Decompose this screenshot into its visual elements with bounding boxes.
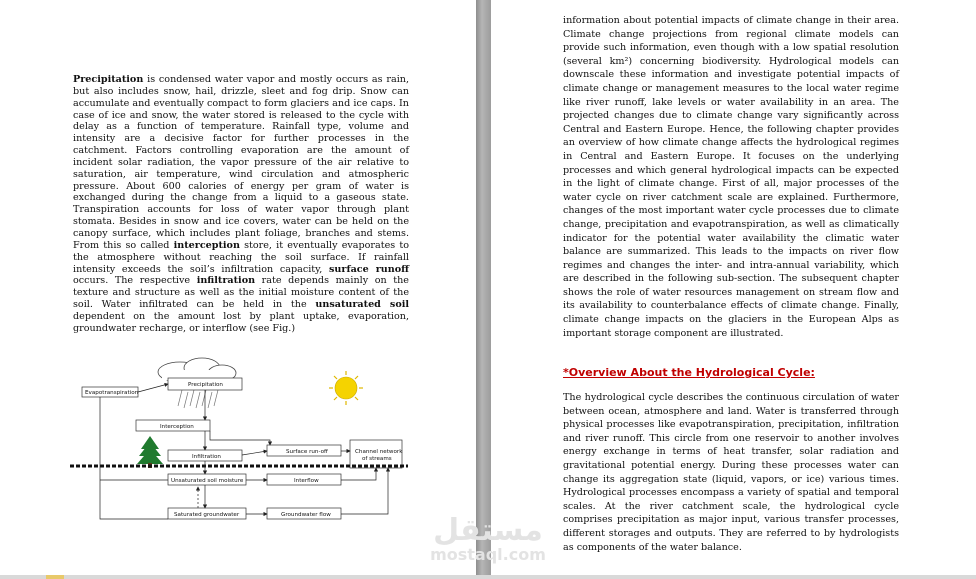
climate-change-paragraph: information about potential impacts of climate change in their area. Climate change projections from regional climate models can provide such information, even though with a low spatial resolution (several km²) concerning biodiversity. Hydrological models can downscale these information and investigate potential impacts of climate change or management measures to the local water regime like river runoff, lake levels or water availability in an area. The projected changes due to climate change vary significantly across Central and Eastern Europe. Hence, the following chapter provides an overview of how climate change affects the hydrological regimes in Central and Eastern Europe. It focuses on the underlying processes and which general hydrological impacts can be expected in the light of climate change. First of all, major processes of the water cycle on river catchment scale are explained. Furthermore, changes of the most important water cycle processes due to climate change, precipitation and evapotranspiration, as well as climatically indicator for the potential water availability the climatic water balance are summarized. This leads to the impacts on river flow regimes and changes the inter- and intra-annual variability, which are described in the following sub-section. The subsequent chapter shows the role of water resources management on stream flow and its availability to counterbalance effects of climate change. Finally, climate change impacts on the glaciers in the European Alps as important storage component are illustrated. [563,15,899,339]
surface-runoff-label: Surface run-off [286,449,328,455]
bold-term: interception [173,239,240,251]
tree-icon [137,436,163,468]
bold-term: infiltration [196,275,256,287]
precipitation-paragraph [73,74,409,335]
interflow-label: Interflow [294,478,319,484]
bottom-scroll-edge [0,575,976,579]
watermark-arabic: مستقل [433,513,543,548]
mostaql-watermark [428,515,548,575]
paragraph-text: dependent on the amount lost by plant uptake, evaporation, groundwater recharge, or interflow (see Fig.) [73,310,409,334]
interception-label: Interception [160,424,194,430]
paragraph-text: store, it eventually evaporates to the atmosphere without reaching the soil surface. If rainfall intensity exceeds the soil’s infiltration capacity, [73,239,410,275]
paragraph-text: occurs. The respective [73,275,197,287]
rain-icon [178,390,218,408]
channel-network-label-2: of streams [362,456,392,462]
saturated-groundwater-label: Saturated groundwater [174,512,240,518]
bold-term: unsaturated soil [315,299,410,311]
status-corner-marker [46,575,64,579]
document-page-left [0,0,476,577]
paragraph-text: is condensed water vapor and mostly occurs as rain, but also includes snow, hail, drizzle, sleet and fog drip. Snow can accumulate and eventually compact to form glaciers and ice caps. In case of ice and snow, the water stored is released to the cycle with delay as a function of temperature. Rainfall type, volume and intensity are a decisive factor for further processes in the catchment. Factors controlling evaporation are the amount of incident solar radiation, the vapor pressure of the air relative to saturation, air temperature, wind circulation and atmospheric pressure. About 600 calories of energy per gram of water is exchanged during the change from a liquid to a gaseous state. Transpiration accounts for loss of water vapor through plant stomata. Besides in snow and ice covers, water can be held on the canopy surface, which includes plant foliage, branches and stems. From this so called [73,74,409,251]
sun-icon [329,371,363,405]
watermark-latin: mostaql.com [430,545,546,564]
section-heading: *Overview About the Hydrological Cycle: [563,366,815,379]
precipitation-label: Precipitation [188,382,223,388]
paragraph-text: rate depends mainly on the texture and structure as well as the initial moisture content of the soil. Water infiltrated can be held in the [73,275,409,311]
bold-term: surface runoff [329,263,410,275]
groundwater-flow-label: Groundwater flow [281,512,331,518]
unsaturated-soil-label: Unsaturated soil moisture [171,478,244,484]
infiltration-label: Infiltration [192,454,221,460]
page-gutter [476,0,491,579]
hydrological-cycle-diagram [70,356,410,526]
channel-network-label-1: Channel network [355,449,403,455]
bold-term: Precipitation [73,74,144,85]
hydrological-cycle-paragraph: The hydrological cycle describes the continuous circulation of water between ocean, atmosphere and land. Water is transferred through physical processes like evapotranspiration, precipitation, infiltration and river runoff. This circle from one reservoir to another involves energy exchange in terms of heat transfer, solar radiation and gravitational potential energy. During these processes water can change its aggregation state (liquid, vapors, or ice) various times. Hydrological processes encompass a variety of spatial and temporal scales. At the river catchment scale, the hydrological cycle comprises precipitation as major input, various transfer processes, different storages and outputs. They are referred to by hydrologists as components of the water balance. [563,392,899,553]
evapotranspiration-label: Evapotranspiration [85,390,139,396]
